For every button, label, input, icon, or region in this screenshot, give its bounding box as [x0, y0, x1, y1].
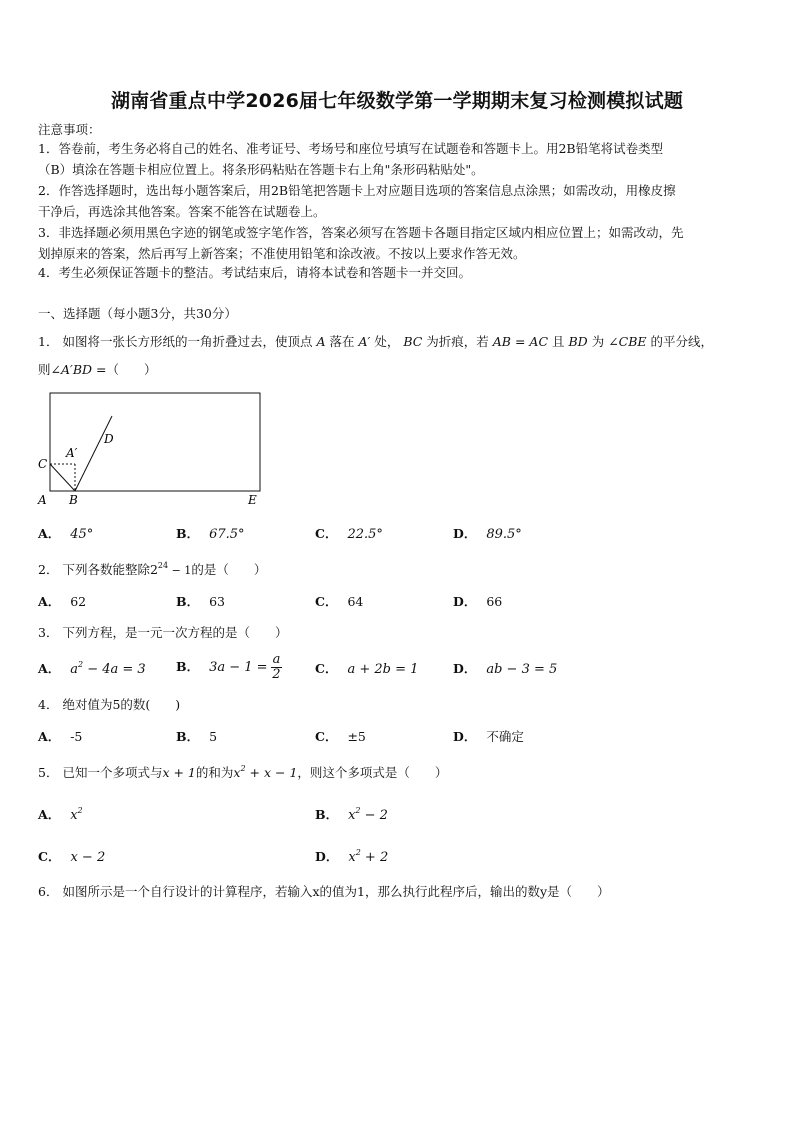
option-label: A．: [38, 594, 61, 609]
fold-crease-cb: [50, 464, 75, 491]
option-label: B．: [176, 594, 200, 609]
question-1-line-2: [38, 362, 157, 378]
option-label: D．: [453, 526, 477, 541]
notice-heading: 注意事项：: [38, 122, 101, 137]
q2-option-c[interactable]: [315, 594, 363, 610]
option-value: 3a − 1 = $\frac{a}{2}$: [209, 652, 281, 682]
q2-option-d[interactable]: [453, 594, 502, 610]
q2-text-a: 下列各数能整除: [62, 562, 150, 577]
option-value: 67.5°: [209, 527, 245, 542]
option-label: B．: [176, 729, 200, 744]
q3-text: 下列方程，是一元一次方程的是（ ）: [62, 625, 288, 640]
option-label: B．: [176, 526, 200, 541]
question-3: [38, 625, 287, 641]
q3-option-c[interactable]: [315, 661, 418, 678]
q2-text-b: 的是（ ）: [191, 562, 267, 577]
option-label: D．: [453, 729, 477, 744]
option-value: $x^2 + 2$: [348, 848, 389, 865]
q4-option-a[interactable]: [38, 729, 82, 745]
q1-text-d: 为折痕，若: [426, 334, 489, 349]
q4-option-b[interactable]: [176, 729, 217, 745]
label-a-prime: A′: [66, 446, 78, 460]
q5-text-b: 的和为: [195, 765, 234, 780]
notice-line-6: 划掉原来的答案，然后再写上新答案；不准使用铅笔和涂改液。不按以上要求作答无效。: [38, 246, 526, 261]
q1-text-h: 则: [38, 362, 51, 377]
option-label: C．: [38, 849, 61, 864]
option-value: -5: [70, 729, 83, 744]
q2-number: 2．: [38, 562, 59, 577]
notice-line-1: 1．答卷前，考生务必将自己的姓名、准考证号、考场号和座位号填写在试题卷和答题卡上。用2B铅笔将试卷类型: [38, 141, 664, 156]
q1-option-a[interactable]: [38, 526, 93, 543]
option-value: ±5: [347, 729, 366, 744]
q6-number: 6．: [38, 884, 59, 899]
q2-math-tail: − 1: [168, 564, 192, 577]
q1-math-e: BD: [568, 334, 588, 349]
q5-option-d[interactable]: [315, 849, 388, 866]
option-value: 45°: [70, 527, 94, 542]
option-value: x − 2: [70, 850, 106, 865]
question-6: [38, 884, 610, 900]
q1-option-c[interactable]: [315, 526, 383, 543]
label-b: B: [69, 493, 78, 507]
option-value: a + 2b = 1: [347, 662, 419, 677]
q2-option-b[interactable]: [176, 594, 225, 610]
option-label: D．: [315, 849, 339, 864]
notice-line-5: 3．非选择题必须用黑色字迹的钢笔或签字笔作答，答案必须写在答题卡各题目指定区域内相应位置上；如需改动，先: [38, 225, 684, 240]
q5-math-a: x + 1: [162, 765, 196, 780]
q1-text-f: 为: [591, 334, 605, 349]
q4-number: 4．: [38, 697, 59, 712]
q1-number: 1．: [38, 334, 59, 349]
option-label: B．: [176, 659, 200, 674]
q5-option-c[interactable]: [38, 849, 105, 866]
option-label: A．: [38, 807, 61, 822]
label-c: C: [38, 457, 48, 471]
q2-math-base: 2: [149, 562, 158, 577]
option-label: C．: [315, 526, 338, 541]
q1-text-g: 的平分线，: [650, 334, 714, 349]
q5-math-b: $x^2 + x - 1$: [233, 764, 298, 780]
question-4: [38, 697, 180, 713]
q6-text: 如图所示是一个自行设计的计算程序，若输入x的值为1，那么执行此程序后，输出的数y是（ ）: [62, 884, 610, 899]
option-value: 22.5°: [347, 527, 383, 542]
page-title: 湖南省重点中学2026届七年级数学第一学期期末复习检测模拟试题: [110, 90, 684, 112]
option-value: 66: [486, 594, 503, 609]
q2-option-a[interactable]: [38, 594, 86, 610]
option-label: C．: [315, 729, 338, 744]
q1-option-b[interactable]: [176, 526, 245, 543]
option-label: A．: [38, 526, 61, 541]
q3-option-b[interactable]: [176, 653, 282, 682]
option-value: $x^2 - 2$: [348, 806, 388, 823]
q1-math-c: BC: [403, 334, 423, 349]
q1-text-b: 落在: [329, 334, 355, 349]
question-1: [38, 334, 713, 350]
q5-text-c: ，则这个多项式是（ ）: [297, 765, 448, 780]
option-value: 89.5°: [486, 527, 522, 542]
q1-math-a: A: [316, 334, 326, 349]
option-label: B．: [315, 807, 339, 822]
label-e: E: [248, 493, 257, 507]
q2-math-exp: 24: [157, 561, 169, 570]
label-a: A: [38, 493, 47, 507]
question-5: [38, 765, 447, 781]
option-value: $x^2$: [70, 806, 83, 823]
option-value: 62: [70, 594, 87, 609]
q5-number: 5．: [38, 765, 59, 780]
q4-option-c[interactable]: [315, 729, 366, 745]
option-value: 不确定: [486, 729, 524, 744]
q1-math-d: AB = AC: [492, 334, 549, 349]
q3-option-d[interactable]: [453, 661, 557, 678]
q3-number: 3．: [38, 625, 59, 640]
option-label: D．: [453, 594, 477, 609]
option-label: A．: [38, 729, 61, 744]
notice-line-4: 干净后，再选涂其他答案。答案不能答在试题卷上。: [38, 204, 326, 219]
q1-figure: [30, 386, 280, 511]
option-label: C．: [315, 594, 338, 609]
q1-option-d[interactable]: [453, 526, 522, 543]
fold-line-bd: [75, 416, 112, 491]
option-label: A．: [38, 661, 61, 676]
q5-option-a[interactable]: [38, 807, 83, 824]
option-value: 63: [209, 594, 225, 609]
question-2: [38, 562, 266, 579]
q1-math-b: A′: [358, 334, 371, 349]
option-value: 64: [347, 594, 364, 609]
notice-line-3: 2．作答选择题时，选出每小题答案后，用2B铅笔把答题卡上对应题目选项的答案信息点涂黑；如需改动，用橡皮擦: [38, 183, 676, 198]
q1-text-a: 如图将一张长方形纸的一角折叠过去，使顶点: [62, 334, 313, 349]
q1-text-e: 且: [552, 334, 565, 349]
label-d: D: [104, 432, 114, 446]
q5-text-a: 已知一个多项式与: [62, 765, 163, 780]
q4-text: 绝对值为5的数( ): [62, 697, 181, 712]
section-heading: 一、选择题（每小题3分，共30分）: [38, 306, 237, 321]
option-value: ab − 3 = 5: [486, 662, 558, 677]
notice-line-7: 4．考生必须保证答题卡的整洁。考试结束后，请将本试卷和答题卡一并交回。: [38, 265, 471, 280]
option-label: D．: [453, 661, 477, 676]
paper-rectangle: [50, 393, 260, 491]
option-label: C．: [315, 661, 338, 676]
option-value: $a^2 - 4a = 3$: [70, 660, 146, 677]
q1-text-i: （ ）: [106, 362, 157, 377]
q4-option-d[interactable]: [453, 729, 524, 745]
q1-math-f: ∠CBE: [608, 334, 647, 349]
q1-text-c: 处，: [374, 334, 400, 349]
q5-option-b[interactable]: [315, 807, 388, 824]
q3-option-a[interactable]: [38, 661, 146, 678]
q1-math-g: ∠A′BD =: [50, 362, 107, 377]
option-value: 5: [209, 729, 218, 744]
notice-line-2: （B）填涂在答题卡相应位置上。将条形码粘贴在答题卡右上角"条形码粘贴处"。: [38, 162, 484, 177]
